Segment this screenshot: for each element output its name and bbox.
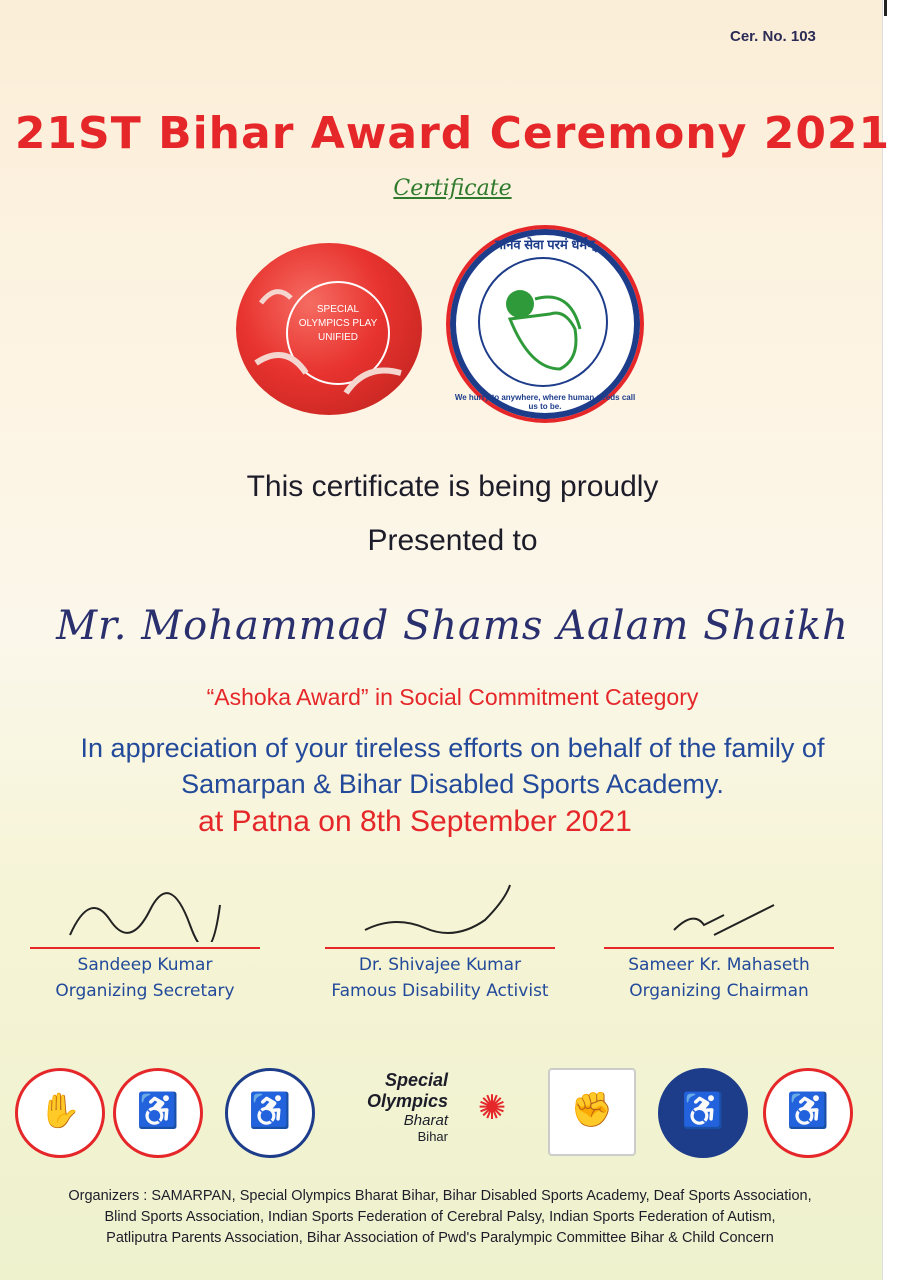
signature-line [30,947,260,949]
action-for-all-logo-icon: ✊ [548,1068,636,1156]
ball-text: SPECIAL OLYMPICS PLAY UNIFIED [298,304,378,343]
certificate-title: 21ST Bihar Award Ceremony 2021 [14,108,891,159]
appreciation-line-1: In appreciation of your tireless efforts on behalf of the family of [80,733,825,763]
appreciation-line-2: Samarpan & Bihar Disabled Sports Academy. [181,769,724,799]
signature-block-secretary [20,880,270,1001]
organizers-line-1: Organizers : SAMARPAN, Special Olympics Bharat Bihar, Bihar Disabled Sports Academy, Deaf Sports Association, [68,1188,812,1204]
special-olympics-ball-icon [236,243,422,415]
appreciation-text [0,730,905,802]
signatory-name: Sandeep Kumar [77,955,213,975]
signature-icon [594,880,844,942]
samarpan-logo-icon: ✋ [15,1068,105,1158]
signature-icon [315,880,565,942]
special-olympics-wordmark: Special Olympics Bharat Bihar [366,1070,448,1144]
organizers-line-2: Blind Sports Association, Indian Sports Federation of Cerebral Palsy, Indian Sports Federation of Autism, [104,1209,776,1225]
paralympic-committee-logo-icon: ♿ [225,1068,315,1158]
organizers-line-3: Patliputra Parents Association, Bihar Association of Pwd's Paralympic Committee Bihar & Child Concern [106,1230,774,1246]
signatory-role: Famous Disability Activist [331,981,549,1001]
ball-figures-icon [236,243,422,415]
hands-icon [480,259,606,385]
seal-motto: मानव सेवा परमं धर्मम् [495,237,595,252]
special-olympics-logo-icon: ✺ [477,1089,507,1127]
seal-inner-ring [478,257,608,387]
edge-mark [884,0,887,16]
certificate-subtitle: Certificate [393,176,512,201]
samarpan-seal [446,225,644,423]
certificate-number: Cer. No. 103 [730,28,816,45]
recipient-name: Mr. Mohammad Shams Aalam Shaikh [56,603,849,649]
bihar-disabled-sports-academy-logo-icon: ♿ [763,1068,853,1158]
organizers-text [0,1186,880,1249]
organizer-logos [15,1060,875,1160]
signature-line [604,947,834,949]
signatory-role: Organizing Secretary [55,981,235,1001]
isfa-logo-icon: ♿ [658,1068,748,1158]
seal-tagline: We hurry to anywhere, where human needs call us to be. [454,393,636,411]
place-date: at Patna on 8th September 2021 [198,805,632,838]
signatory-name: Sameer Kr. Mahaseth [628,955,810,975]
presented-line-2: Presented to [367,524,538,557]
signature-icon [20,880,270,942]
signatory-role: Organizing Chairman [629,981,809,1001]
isfcp-logo-icon: ♿ [113,1068,203,1158]
signature-block-chairman [594,880,844,1001]
signatory-name: Dr. Shivajee Kumar [358,955,522,975]
award-category: “Ashoka Award” in Social Commitment Category [206,684,699,710]
signature-line [325,947,555,949]
signature-block-activist [315,880,565,1001]
presented-line-1: This certificate is being proudly [246,470,659,503]
